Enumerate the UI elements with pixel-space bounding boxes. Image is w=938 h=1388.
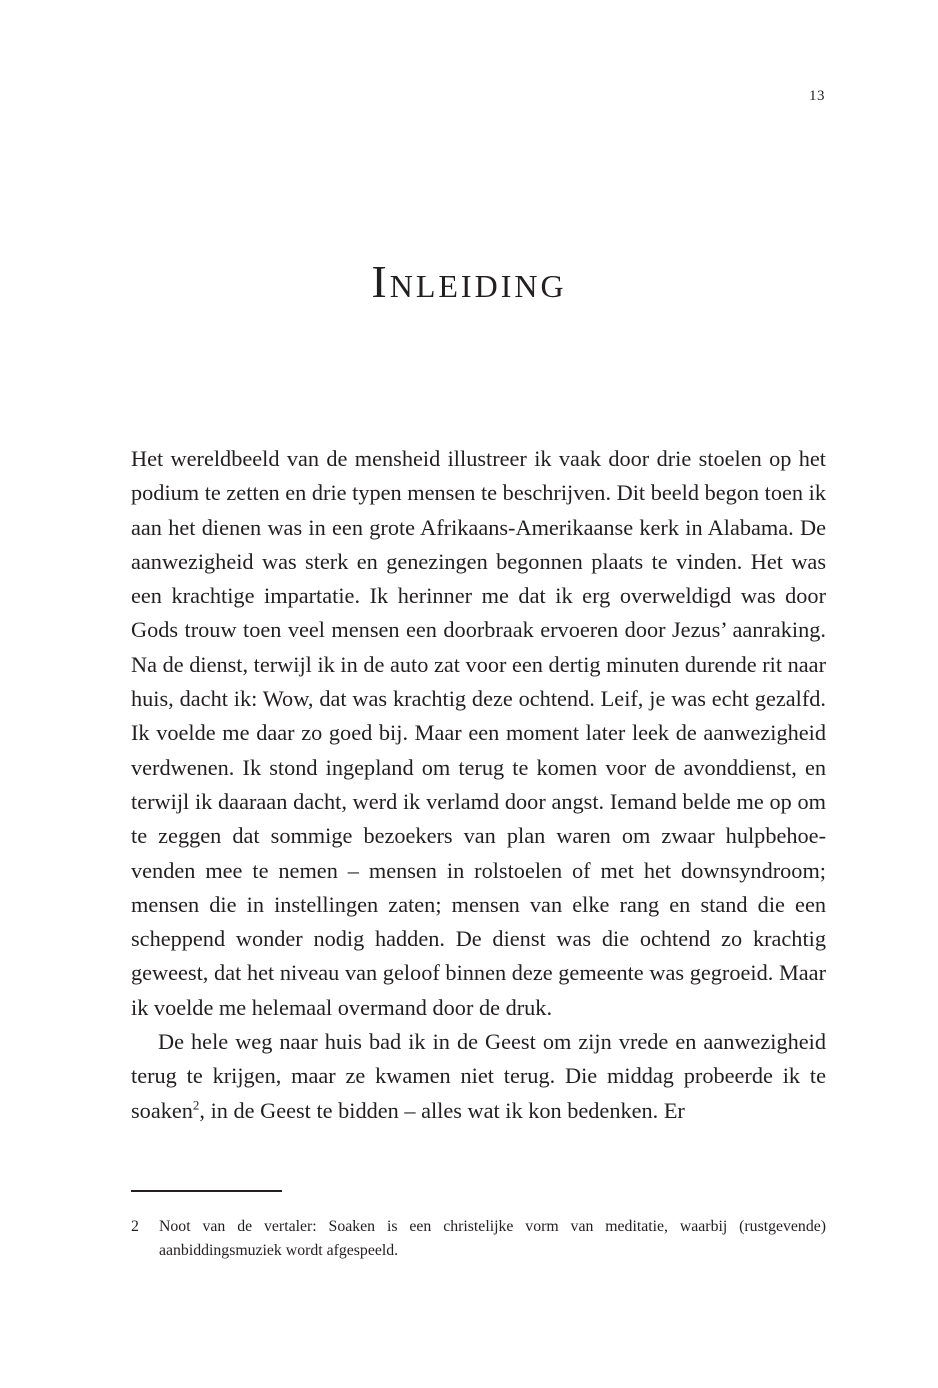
footnote: [131, 1215, 826, 1262]
paragraph-2-text-after-ref: , in de Geest te bidden – alles wat ik kon bedenken. Er: [199, 1097, 685, 1123]
chapter-title: Inleiding: [371, 256, 567, 307]
footnote-divider: [131, 1190, 282, 1192]
footnote-text: Noot van de vertaler: Soaken is een christelijke vorm van meditatie, waarbij (rustgevende) aanbiddingsmuziek wordt afgespeeld.: [159, 1218, 826, 1259]
footnote-number: 2: [131, 1218, 139, 1235]
paragraph-2-text-before-ref: De hele weg naar huis bad ik in de Geest om zijn vrede en aanwezigheid terug te krijgen, maar ze kwamen niet terug. Die middag probeerde ik te soaken: [131, 1029, 826, 1123]
paragraph-2: [131, 1025, 826, 1128]
footnote-reference[interactable]: 2: [192, 1097, 200, 1113]
page-number: 13: [809, 88, 825, 104]
paragraph-1: Het wereldbeeld van de mensheid illustreer ik vaak door drie stoelen op het podium te zetten en drie typen mensen te beschrijven. Dit beeld begon toen ik aan het dienen was in een grote Afrikaans-Amerikaanse kerk in Alabama. De aanwezigheid was sterk en genezingen begonnen plaats te vinden. Het was een krachtige impartatie. Ik herinner me dat ik erg overweldigd was door Gods trouw toen veel mensen een doorbraak ervoeren door Jezus’ aanraking. Na de dienst, terwijl ik in de auto zat voor een dertig minuten durende rit naar huis, dacht ik: Wow, dat was krachtig deze ochtend. Leif, je was echt gezalfd. Ik voelde me daar zo goed bij. Maar een moment later leek de aanwezigheid verdwenen. Ik stond ingepland om terug te komen voor de avonddienst, en terwijl ik daaraan dacht, werd ik verlamd door angst. Iemand belde me op om te zeggen dat sommige bezoekers van plan waren om zwaar hulpbehoevenden mee te nemen – mensen in rolstoelen of met het downsyndroom; mensen die in instellingen zaten; mensen van elke rang en stand die een scheppend wonder nodig hadden. De dienst was die ochtend zo krachtig geweest, dat het niveau van geloof binnen deze gemeente was gegroeid. Maar ik voelde me helemaal overmand door de druk.: [131, 446, 826, 1020]
body-text: [131, 442, 826, 1128]
